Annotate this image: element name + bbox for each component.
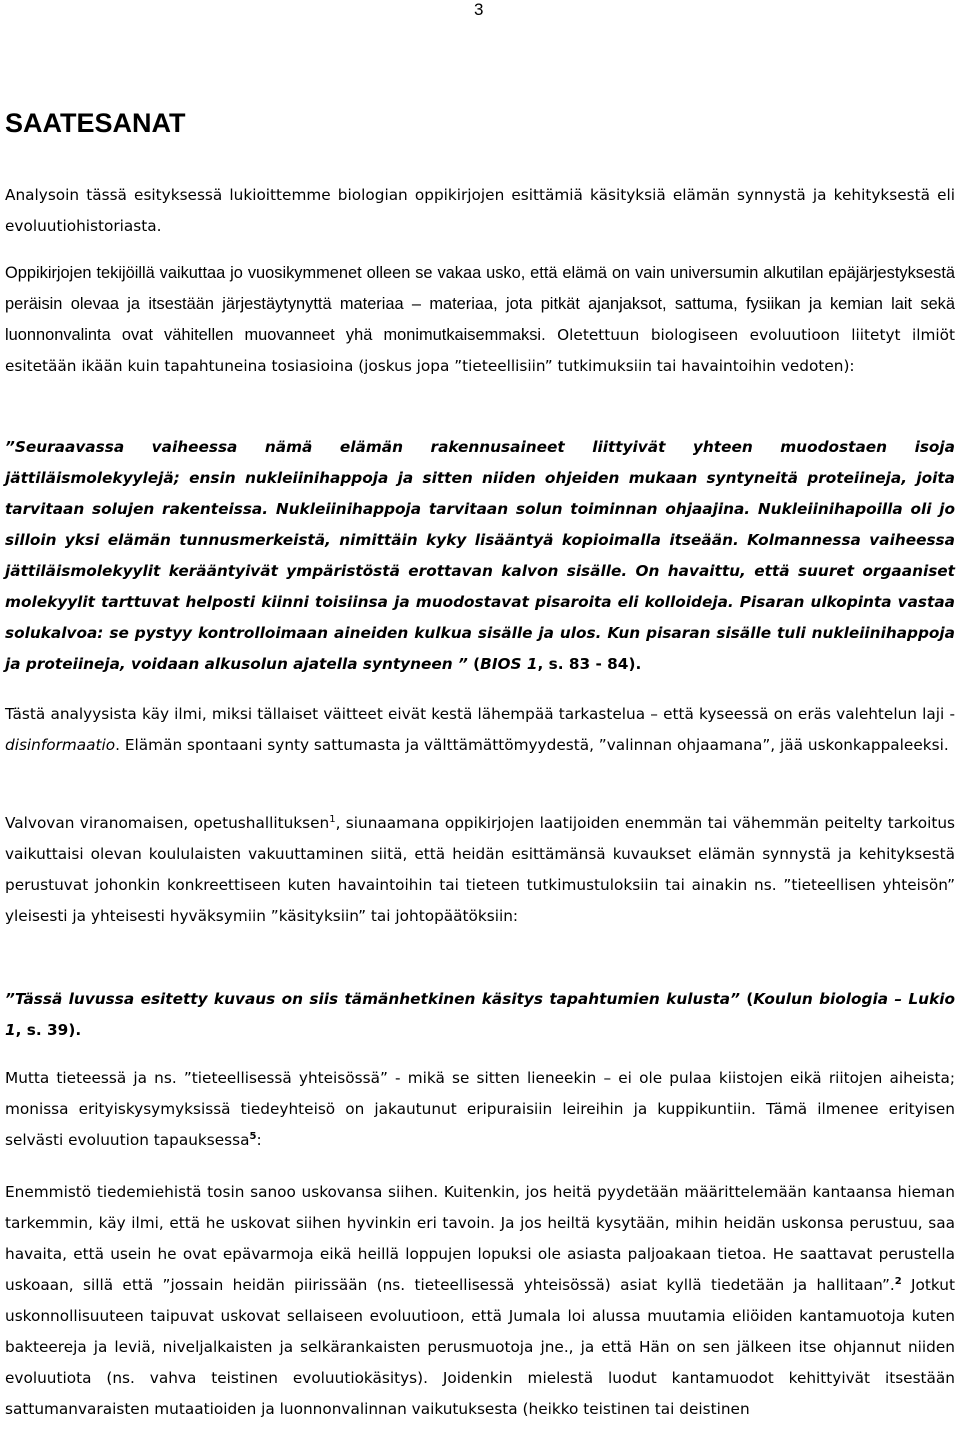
koulun-biologia-pages: , s. 39). [15, 1021, 82, 1039]
koulun-biologia-quote-text: ”Tässä luvussa esitetty kuvaus on siis tämänhetkinen käsitys tapahtumien kulusta” [5, 990, 740, 1008]
majority-scientists-paragraph-part-2: Jotkut uskonnollisuuteen taipuvat uskovat sellaiseen evoluutioon, että Jumala loi alussa muutamia eliöiden kantamuotoja kuten bakteereja ja leviä, niveljalkaisten ja selkärankaisten perusmuotoja jne., ja että Hän on sen jälkeen itse ohjannut niiden evoluutiota (ns. vahva teistinen evoluutiokäsitys). Joidenkin mielestä luodut kantamuodot kehittyivät itsestään sattumanvaraisten mutaatioiden ja luonnonvalinnan vaikutuksesta (heikko teistinen tai deistinen [5, 1276, 955, 1418]
koulun-biologia-source: Koulun biologia – Lukio 1 [5, 990, 955, 1039]
section-heading: SAATESANAT [5, 108, 186, 138]
footnote-ref-1: 1 [329, 813, 336, 825]
intro-paragraph: Analysoin tässä esityksessä lukioittemme biologian oppikirjojen esittämiä käsityksiä elämän synnystä ja kehityksestä eli evoluutiohistoriasta. [5, 186, 955, 235]
belief-paragraph [5, 258, 955, 382]
authority-paragraph [5, 808, 955, 932]
footnote-ref-5: 5 [249, 1130, 257, 1142]
disinformation-term: disinformaatio [5, 736, 116, 754]
footnote-ref-2: 2 [894, 1275, 902, 1287]
science-community-paragraph-part-1: Mutta tieteessä ja ns. ”tieteellisessä yhteisössä” - mikä se sitten lieneekin – ei ole pulaa kiistojen eikä riitojen aiheista; monissa erityiskysymyksissä tiedeyhteisö on jakautunut eripuraisiin leireihin ja kuppikuntiin. Tämä ilmenee erityisen selvästi evoluution tapauksessa [5, 1069, 955, 1149]
belief-paragraph-part-1: Oppikirjojen tekijöillä vaikuttaa jo vuosikymmenet olleen se vakaa usko, että elämä on vain universumin alkutilan epäjärjestyksestä peräisin olevaa ja itsestään järjestäytynyttä materiaa – materiaa, jota pitkät ajanjaksot, sattuma, fysiikan ja kemian lait sekä luonnonvalinta ovat vähitellen muovanneet yhä monimutkaisemmaksi. [5, 264, 955, 344]
bios-quote-pages: , s. 83 - 84). [537, 655, 642, 673]
koulun-biologia-citation-open: ( [739, 990, 754, 1008]
bios-quote-text: ”Seuraavassa vaiheessa nämä elämän rakennusaineet liittyivät yhteen muodostaen isoja jättiläismolekyylejä; ensin nukleiinihappoja ja sitten niiden ohjeiden mukaan syntyneitä proteiineja, joita tarvitaan solujen rakenteissa. Nukleiinihappoja tarvitaan solun toiminnan ohjaajina. Nukleiinihapoilla oli jo silloin yksi elämän tunnusmerkeistä, nimittäin kyky lisääntyä kopioimalla itseään. Kolmannessa vaiheessa jättiläismolekyylit kerääntyivät ympäristöstä erottavan kalvon sisälle. On havaittu, että suuret orgaaniset molekyylit tarttuvat helposti kiinni toisiinsa ja muodostavat pisaroita eli kolloideja. Pisaran ulkopinta vastaa solukalvoa: se pystyy kontrolloimaan aineiden kulkua sisälle ja ulos. Kun pisaran sisälle tuli nukleiinihappoja ja proteiineja, voidaan alkusolun ajatella syntyneen ” [5, 438, 955, 673]
bios-quote [5, 432, 955, 680]
koulun-biologia-quote [5, 984, 955, 1046]
authority-paragraph-part-1: Valvovan viranomaisen, opetushallituksen [5, 814, 330, 832]
page-number: 3 [474, 0, 484, 19]
analysis-paragraph-part-1: Tästä analyysista käy ilmi, miksi tällaiset väitteet eivät kestä lähempää tarkastelua – että kyseessä on eräs valehtelun laji - [5, 705, 955, 723]
bios-quote-source: BIOS 1 [480, 655, 538, 673]
science-community-paragraph-part-2: : [256, 1131, 262, 1149]
analysis-paragraph [5, 699, 955, 761]
analysis-paragraph-part-2: . Elämän spontaani synty sattumasta ja välttämättömyydestä, ”valinnan ohjaamana”, jää uskonkappaleeksi. [115, 736, 949, 754]
majority-scientists-paragraph [5, 1177, 955, 1425]
authority-paragraph-part-2: , siunaamana oppikirjojen laatijoiden enemmän tai vähemmän peitelty tarkoitus vaikuttaisi olevan koululaisten vakuuttaminen siitä, että heidän esittämänsä kuvaukset elämän synnystä ja kehityksestä perustuvat johonkin konkreettiseen kuten havaintoihin tai tieteen tutkimustuloksiin tai ainakin ns. ”tieteellisen yhteisön” yleisesti ja yhteisesti hyväksymiin ”käsityksiin” tai johtopäätöksiin: [5, 814, 956, 925]
majority-scientists-paragraph-part-1: Enemmistö tiedemiehistä tosin sanoo uskovansa siihen. Kuitenkin, jos heitä pyydetään määrittelemään kantaansa hieman tarkemmin, käy ilmi, että he uskovat siihen hyvinkin eri tavoin. Ja jos heiltä kysytään, mihin heidän uskonsa perustuu, saa havaita, että usein he ovat epävarmoja eikä heillä loppujen lopuksi ole asiasta paljoakaan tietoa. He saattavat perustella uskoaan, sillä että ”jossain heidän piirissään (ns. tieteellisessä yhteisössä) asiat kyllä tiedetään ja hallitaan”. [5, 1183, 955, 1294]
bios-quote-citation-open: ( [467, 655, 481, 673]
science-community-paragraph [5, 1063, 955, 1156]
belief-paragraph-part-2: Oletettuun biologiseen evoluutioon liitetyt ilmiöt esitetään ikään kuin tapahtuneina tosiasioina (joskus jopa ”tieteellisiin” tutkimuksiin tai havaintoihin vedoten): [5, 326, 956, 375]
